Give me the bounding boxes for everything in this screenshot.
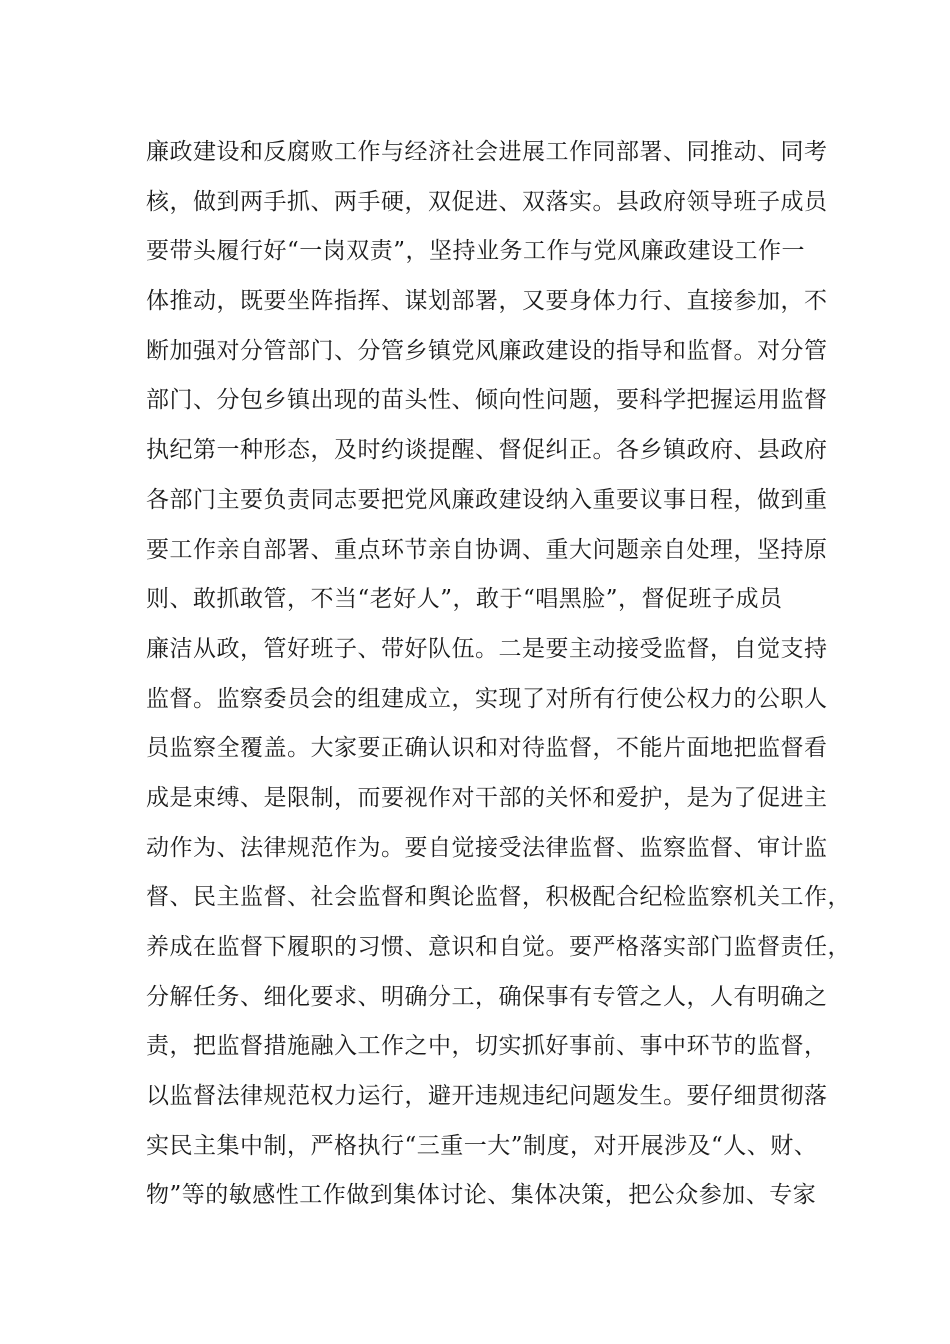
text-line: 以监督法律规范权力运行，避开违规违纪问题发生。要仔细贯彻落	[146, 1083, 828, 1110]
text-line: 物”等的敏感性工作做到集体讨论、集体决策，把公众参加、专家	[146, 1182, 817, 1209]
text-line: 要带头履行好“一岗双责”，坚持业务工作与党风廉政建设工作一	[146, 238, 806, 265]
text-line: 动作为、法律规范作为。要自觉接受法律监督、监察监督、审计监	[146, 834, 828, 861]
text-line: 廉洁从政，管好班子、带好队伍。二是要主动接受监督，自觉支持	[146, 635, 828, 662]
text-line: 督、民主监督、社会监督和舆论监督，积极配合纪检监察机关工作，	[146, 884, 851, 911]
text-line: 监督。监察委员会的组建成立，实现了对所有行使公权力的公职人	[146, 685, 828, 712]
text-line: 核，做到两手抓、两手硬，双促进、双落实。县政府领导班子成员	[146, 188, 828, 215]
text-line: 实民主集中制，严格执行“三重一大”制度，对开展涉及“人、财、	[146, 1132, 818, 1159]
text-line: 养成在监督下履职的习惯、意识和自觉。要严格落实部门监督责任，	[146, 934, 851, 960]
text-line: 要工作亲自部署、重点环节亲自协调、重大问题亲自处理，坚持原	[146, 536, 828, 563]
text-line: 各部门主要负责同志要把党风廉政建设纳入重要议事日程，做到重	[146, 486, 828, 513]
body-paragraph	[146, 128, 851, 1221]
text-line: 体推动，既要坐阵指挥、谋划部署，又要身体力行、直接参加，不	[146, 288, 828, 315]
text-line: 成是束缚、是限制，而要视作对干部的关怀和爱护，是为了促进主	[146, 784, 828, 811]
text-line: 责，把监督措施融入工作之中，切实抓好事前、事中环节的监督，	[146, 1033, 828, 1060]
text-line: 则、敢抓敢管，不当“老好人”，敢于“唱黑脸”，督促班子成员	[146, 586, 783, 613]
text-line: 执纪第一种形态，及时约谈提醒、督促纠正。各乡镇政府、县政府	[146, 437, 828, 464]
text-line: 廉政建设和反腐败工作与经济社会进展工作同部署、同推动、同考	[146, 139, 828, 165]
text-line: 分解任务、细化要求、明确分工，确保事有专管之人，人有明确之	[146, 983, 828, 1010]
text-line: 断加强对分管部门、分管乡镇党风廉政建设的指导和监督。对分管	[146, 337, 828, 364]
text-line: 员监察全覆盖。大家要正确认识和对待监督，不能片面地把监督看	[146, 735, 828, 762]
text-line: 部门、分包乡镇出现的苗头性、倾向性问题，要科学把握运用监督	[146, 387, 828, 414]
